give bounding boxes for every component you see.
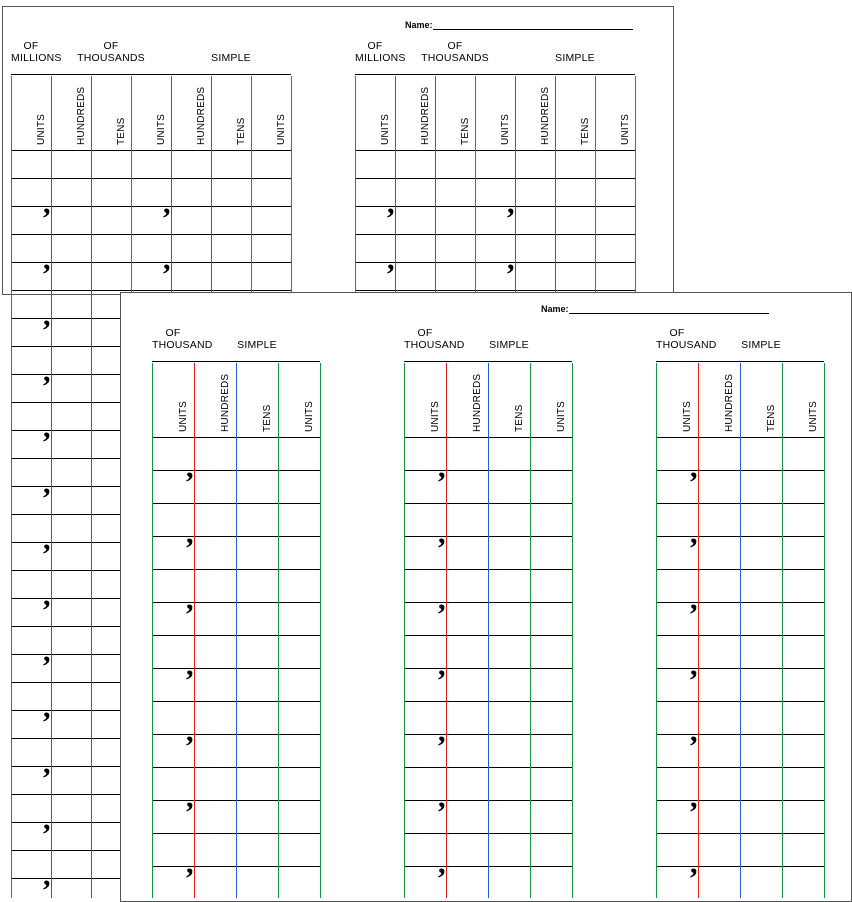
group-heading-line2: MILLIONS xyxy=(11,52,62,64)
group-heading-spacer xyxy=(446,327,572,339)
chart-top-right-group-underline xyxy=(355,74,395,75)
chart-top-right-column-label: TENS xyxy=(580,117,591,145)
chart-bottom-2-group-underline xyxy=(446,361,572,362)
group-heading-line2: SIMPLE xyxy=(555,52,595,64)
chart-top-right-column-label: HUNDREDS xyxy=(540,86,551,145)
chart-top-right-group-heading xyxy=(395,40,515,64)
chart-top-left-column-label: TENS xyxy=(236,117,247,145)
name-field-row xyxy=(541,303,769,314)
chart-top-right-rule-line xyxy=(355,290,635,291)
chart-top-left-group-heading xyxy=(51,40,171,64)
chart-top-right-column-rule-end xyxy=(635,76,636,292)
chart-bottom-2-column-label: UNITS xyxy=(430,401,441,432)
chart-top-left-rule-line xyxy=(11,234,291,235)
chart-top-right-rule-line xyxy=(355,150,635,151)
chart-top-right-rule-line xyxy=(355,262,635,263)
chart-bottom-2-column-rule xyxy=(488,363,489,898)
chart-bottom-3-group-heading xyxy=(656,327,717,351)
group-heading-line2: THOUSAND xyxy=(152,339,213,351)
chart-bottom-2-column-label: TENS xyxy=(514,404,525,432)
group-heading-line2: THOUSANDS xyxy=(77,52,145,64)
group-heading-line1: OF xyxy=(447,40,463,52)
group-heading-line2: SIMPLE xyxy=(741,339,781,351)
group-heading-line1: OF xyxy=(367,40,383,52)
group-heading-line1: OF xyxy=(669,327,685,339)
group-heading-spacer xyxy=(171,40,291,52)
name-field-label: Name: xyxy=(405,20,433,30)
group-heading-line2: MILLIONS xyxy=(355,52,406,64)
chart-bottom-1-column-rule xyxy=(278,363,279,898)
chart-bottom-1-group-underline xyxy=(152,361,194,362)
worksheet-page: OF MILLIONS OF THOUSANDS SIMPLE UNITS HUNDREDS TENS UNITS HUNDREDS TENS UNITS , , , , , , , , , , , OF MILLIONS OF THOUSANDS SIMPLE UNITS HUNDREDS TENS UNITS HUNDREDS TENS UNITS OF THOUSAND SIMPLE UNITS HUNDREDS TENS UNITS OF THOUSAND SIMPLE UNITS HUNDREDS TENS UNITS OF THOUSAND SIMPLE UNITS HUNDREDS TENS UNITS Name: Name: xyxy=(0,0,852,902)
chart-top-left-group-heading xyxy=(171,40,291,64)
chart-top-right-column-label: HUNDREDS xyxy=(420,86,431,145)
chart-top-right-column-label: UNITS xyxy=(380,114,391,145)
chart-bottom-3-column-label: UNITS xyxy=(682,401,693,432)
chart-top-left-column-label: TENS xyxy=(116,117,127,145)
chart-bottom-3-column-rule xyxy=(698,363,699,898)
chart-bottom-3-column-rule xyxy=(782,363,783,898)
chart-top-right-column-rule xyxy=(475,76,476,292)
chart-bottom-2-column-label: HUNDREDS xyxy=(472,373,483,432)
chart-bottom-2-column-rule-end xyxy=(572,363,573,898)
chart-bottom-1-column-rule xyxy=(194,363,195,898)
group-heading-spacer xyxy=(194,327,320,339)
chart-top-right-group-underline xyxy=(395,74,515,75)
chart-top-right-column-rule xyxy=(515,76,516,292)
chart-top-left-column-label: UNITS xyxy=(36,114,47,145)
chart-top-right-rule-line xyxy=(355,206,635,207)
chart-top-left-column-rule xyxy=(91,76,92,898)
group-heading-line1: OF xyxy=(165,327,181,339)
chart-bottom-3-column-label: UNITS xyxy=(808,401,819,432)
chart-bottom-3-column-label: HUNDREDS xyxy=(724,373,735,432)
chart-bottom-1-column-label: UNITS xyxy=(304,401,315,432)
chart-top-right-column-rule xyxy=(595,76,596,292)
chart-bottom-2-column-rule xyxy=(404,363,405,898)
chart-top-right-column-label: TENS xyxy=(460,117,471,145)
group-heading-line1: OF xyxy=(417,327,433,339)
chart-bottom-1-group-underline xyxy=(194,361,320,362)
chart-top-right-column-label: UNITS xyxy=(620,114,631,145)
group-heading-line1: OF xyxy=(103,40,119,52)
chart-top-right-column-rule xyxy=(355,76,356,292)
name-field-label: Name: xyxy=(541,304,569,314)
chart-top-left-column-label: HUNDREDS xyxy=(76,86,87,145)
chart-top-left-group-underline xyxy=(171,74,291,75)
chart-bottom-3-column-rule xyxy=(740,363,741,898)
chart-top-left-column-label: HUNDREDS xyxy=(196,86,207,145)
chart-top-left-rule-line xyxy=(11,178,291,179)
chart-bottom-1-group-heading xyxy=(194,327,320,351)
group-heading-line2: SIMPLE xyxy=(237,339,277,351)
chart-top-left-group-underline xyxy=(11,74,51,75)
chart-bottom-2-column-rule xyxy=(446,363,447,898)
chart-bottom-1-column-rule xyxy=(152,363,153,898)
chart-top-left-column-rule xyxy=(51,76,52,898)
group-heading-line2: SIMPLE xyxy=(489,339,529,351)
chart-top-right-group-heading xyxy=(515,40,635,64)
chart-bottom-3-group-underline xyxy=(698,361,824,362)
chart-bottom-2-column-rule xyxy=(530,363,531,898)
chart-bottom-1-column-label: HUNDREDS xyxy=(220,373,231,432)
chart-top-right-column-label: UNITS xyxy=(500,114,511,145)
chart-top-right-column-rule xyxy=(555,76,556,292)
chart-top-right-column-rule xyxy=(395,76,396,292)
group-heading-line2: THOUSANDS xyxy=(421,52,489,64)
chart-bottom-1-column-rule-end xyxy=(320,363,321,898)
chart-top-left-rule-line xyxy=(11,206,291,207)
chart-top-left-rule-line xyxy=(11,150,291,151)
chart-top-left-rule-line xyxy=(11,262,291,263)
chart-bottom-3-column-label: TENS xyxy=(766,404,777,432)
group-heading-line2: SIMPLE xyxy=(211,52,251,64)
chart-bottom-3-group-heading xyxy=(698,327,824,351)
chart-bottom-2-group-heading xyxy=(446,327,572,351)
chart-bottom-3-column-rule xyxy=(656,363,657,898)
chart-top-left-column-label: UNITS xyxy=(276,114,287,145)
chart-top-right-group-underline xyxy=(515,74,635,75)
name-field-input[interactable] xyxy=(569,303,769,314)
chart-top-left-group-heading xyxy=(11,40,62,64)
chart-top-right-group-heading xyxy=(355,40,406,64)
chart-bottom-2-group-heading xyxy=(404,327,465,351)
chart-bottom-1-column-label: UNITS xyxy=(178,401,189,432)
chart-top-left-group-underline xyxy=(51,74,171,75)
group-heading-spacer xyxy=(698,327,824,339)
chart-bottom-3-group-underline xyxy=(656,361,698,362)
chart-top-left-column-rule xyxy=(11,76,12,898)
chart-top-left-column-label: UNITS xyxy=(156,114,167,145)
chart-top-right-rule-line xyxy=(355,234,635,235)
chart-bottom-1-column-rule xyxy=(236,363,237,898)
chart-bottom-1-group-heading xyxy=(152,327,213,351)
chart-bottom-3-column-rule-end xyxy=(824,363,825,898)
group-heading-spacer xyxy=(515,40,635,52)
chart-top-right-rule-line xyxy=(355,178,635,179)
chart-bottom-2-column-label: UNITS xyxy=(556,401,567,432)
chart-bottom-2-group-underline xyxy=(404,361,446,362)
chart-top-left-rule-line xyxy=(11,290,291,291)
name-field-input[interactable] xyxy=(433,19,633,30)
chart-top-right-column-rule xyxy=(435,76,436,292)
group-heading-line1: OF xyxy=(23,40,39,52)
group-heading-line2: THOUSAND xyxy=(404,339,465,351)
chart-bottom-1-column-label: TENS xyxy=(262,404,273,432)
name-field-row xyxy=(405,19,633,30)
group-heading-line2: THOUSAND xyxy=(656,339,717,351)
